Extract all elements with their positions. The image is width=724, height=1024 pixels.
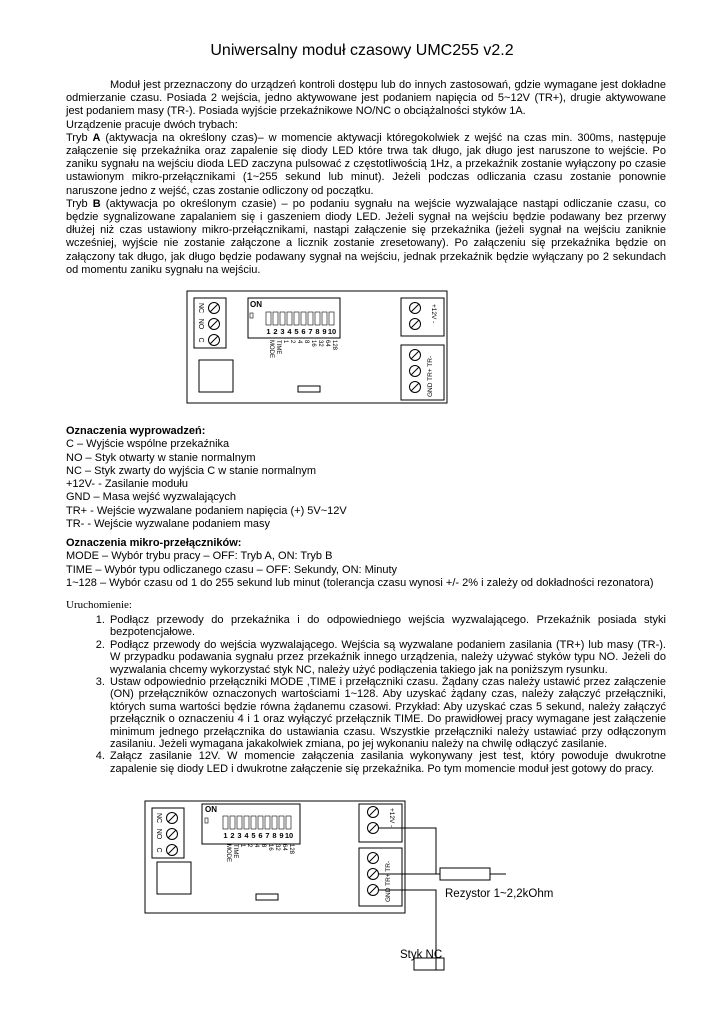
board-diagram	[186, 290, 448, 405]
terminal-label-no: NO	[197, 318, 204, 330]
terminal-legend-item: TR- - Wejście wyzwalane podaniem masy	[66, 518, 270, 531]
left-screw-icons	[209, 303, 220, 346]
power-screw-icons	[368, 807, 379, 834]
switch-legend-heading: Oznaczenia mikro-przełączników:	[66, 537, 242, 549]
terminal-label-c: C	[155, 847, 162, 853]
switch-number-4: 4	[287, 327, 292, 336]
dip-switches	[223, 816, 291, 829]
switch-function-2: 2	[246, 844, 252, 848]
startup-label: Uruchomienie:	[66, 599, 132, 611]
led-component	[256, 894, 278, 900]
terminal-legend	[66, 425, 676, 531]
dip-switches	[266, 312, 334, 325]
terminal-label-c: C	[197, 337, 204, 343]
startup-step: 1. Podłącz przewody do przekaźnika i do odpowiedniego wejścia wyzwalającego. Przekaźnik posiada styki bezpotencjałowe.	[108, 614, 666, 639]
switch-number-8: 8	[272, 831, 277, 840]
on-label: ON	[250, 300, 262, 309]
startup-step: 4. Załącz zasilanie 12V. W momencie załączenia zasilania wykonywany jest test, który powoduje dwukrotne zapalenie się diody LED i dwukrotne załączenie się przekaźnika. Po tym momencie moduł jest gotowy do pracy.	[108, 750, 666, 775]
mode-b-prefix: Tryb	[66, 197, 93, 210]
switch-function-64: 64	[324, 340, 330, 347]
contact-label: Styk NC	[400, 949, 443, 961]
switch-function-4: 4	[253, 844, 259, 848]
terminal-label-nc: NC	[197, 302, 204, 314]
switch-number-8: 8	[315, 327, 320, 336]
left-screw-icons	[167, 813, 178, 856]
switch-number-5: 5	[251, 831, 256, 840]
power-screw-icons	[410, 303, 421, 330]
input-terminal-block	[359, 848, 402, 906]
terminal-label-nc: NC	[155, 812, 162, 824]
power-label: +12V -	[430, 304, 437, 324]
switch-legend	[66, 537, 676, 590]
terminal-legend-item: C – Wyjście wspólne przekaźnika	[66, 438, 230, 451]
switch-function-128: 128	[288, 844, 294, 855]
input-label: GND TR+ TR-	[385, 860, 392, 902]
switch-number-2: 2	[230, 831, 235, 840]
switch-number-3: 3	[237, 831, 242, 840]
switch-function-4: 4	[296, 340, 302, 344]
switch-function-16: 16	[267, 844, 273, 851]
mode-a-paragraph	[66, 132, 666, 198]
switch-number-7: 7	[308, 327, 313, 336]
startup-step: 2. Podłącz przewody do wejścia wyzwalającego. Wejścia są wyzwalane podaniem zasilania (TR+) lub masy (TR-). W przypadku podawania sygnału przez przekaźnik innego urządzenia, należy używać styków typu NO. Jeżeli do wyzwalania chcemy wykorzystać styk NC, należy użyć podłączenia takiego jak na poniższym rysunku.	[108, 639, 666, 676]
power-label: +12V -	[388, 808, 395, 828]
switch-legend-item: TIME – Wybór typu odliczanego czasu – OFF: Sekundy, ON: Minuty	[66, 563, 398, 576]
input-terminal-block	[401, 345, 444, 400]
mode-b-letter: B	[92, 197, 101, 210]
modes-intro: Urządzenie pracuje dwóch trybach:	[66, 118, 238, 131]
intro-section	[66, 79, 666, 277]
startup-steps	[66, 614, 666, 775]
terminal-label-no: NO	[155, 828, 162, 840]
input-screw-icons	[368, 853, 379, 896]
switch-function-mode: MODE	[225, 844, 231, 862]
switch-number-9: 9	[322, 327, 327, 336]
switch-function-2: 2	[289, 340, 295, 344]
intro-paragraph: Moduł jest przeznaczony do urządzeń kontroli dostępu lub do innych zastosowań, gdzie wymagane jest dokładne odmierzanie czasu. Posiada 2 wejścia, jedno aktywowane jest podaniem napięcia od 5~12V (TR+), drugie aktywowane jest podaniem masy (TR-). Posiada wyjście przekaźnikowe NO/NC o obciążalności styków 1A.	[66, 79, 666, 118]
mode-a-text: (aktywacja na określony czas)– w momencie aktywacji któregokolwiek z wejść na czas min. 300ms, następuje załączenie się przekaźnika oraz zapalenie się diody LED które trwa tak długo, jak długo jest naruszone to wejście. Po zaniku sygnału na wejściu dioda LED zaczyna pulsować z częstotliwością 1Hz, a przekaźnik zostanie wyłączony po czasie ustawionym mikro-przełącznikami (1~255 sekund lub minut). Jeżeli podczas odliczania czasu zostanie ponownie naruszone jedno z wejść, czas zostanie odliczony od początku.	[66, 131, 667, 197]
startup-step: 3. Ustaw odpowiednio przełączniki MODE ,TIME i przełączniki czasu. Żądany czas należy ustawić przez załączenie (ON) przełączników oznaczonych wartościami 1~128. Aby uzyskać żądany czas, należy załączyć przełączniki, których suma wartości będzie równa żądanemu czasowi. Przykład: Aby uzyskać czas 5 sekund, należy załączyć przełącznik o oznaczeniu 4 i 1 oraz wyłączyć przełącznik TIME. Do prawidłowej pracy wymagane jest załączenie minimum jednego przełącznika do ustawiania czasu. Wszystkie przełączniki należy ustawiać przy odłączonym zasilaniu. Jeżeli wymagana jakakolwiek zmiana, po jej wykonaniu należy na chwilę odłączyć zasilanie.	[108, 676, 666, 750]
resistor-label: Rezystor 1~2,2kOhm	[445, 888, 554, 900]
switch-function-time: TIME	[275, 340, 281, 355]
switch-function-32: 32	[274, 844, 280, 851]
switch-function-time: TIME	[232, 844, 238, 859]
switch-function-8: 8	[303, 340, 309, 344]
switch-number-6: 6	[301, 327, 306, 336]
switch-legend-item: 1~128 – Wybór czasu od 1 do 255 sekund lub minut (tolerancja czasu wynosi +/- 2% i zależy od dokładności rezonatora)	[66, 576, 654, 589]
on-label: ON	[205, 805, 217, 814]
switch-number-10: 10	[327, 327, 337, 336]
led-component	[298, 386, 320, 392]
terminal-legend-item: GND – Masa wejść wyzwalających	[66, 491, 236, 504]
input-label: GND TR+ TR-	[427, 355, 434, 397]
switch-number-10: 10	[284, 831, 294, 840]
switch-function-128: 128	[331, 340, 337, 351]
switch-number-4: 4	[244, 831, 249, 840]
switch-function-1: 1	[282, 340, 288, 344]
page-title: Uniwersalny moduł czasowy UMC255 v2.2	[210, 42, 514, 59]
terminal-legend-item: +12V- - Zasilanie modułu	[66, 478, 188, 491]
on-indicator	[205, 818, 208, 823]
switch-number-2: 2	[273, 327, 278, 336]
switch-legend-item: MODE – Wybór trybu pracy – OFF: Tryb A, ON: Tryb B	[66, 550, 333, 563]
switch-function-mode: MODE	[268, 340, 274, 358]
switch-number-7: 7	[265, 831, 270, 840]
switch-number-3: 3	[280, 327, 285, 336]
terminal-legend-item: TR+ - Wejście wyzwalane podaniem napięcia (+) 5V~12V	[66, 504, 347, 517]
switch-number-1: 1	[266, 327, 271, 336]
terminal-legend-heading: Oznaczenia wyprowadzeń:	[66, 425, 206, 437]
mode-b-paragraph	[66, 198, 666, 277]
switch-function-32: 32	[317, 340, 323, 347]
switch-number-6: 6	[258, 831, 263, 840]
input-screw-icons	[410, 350, 421, 393]
switch-function-8: 8	[260, 844, 266, 848]
switch-number-1: 1	[223, 831, 228, 840]
mode-b-text: (aktywacja po określonym czasie) – po podaniu sygnału na wejście wyzwalające nastąpi odliczanie czasu, co będzie sygnalizowane zapalaniem się i gaszeniem diody LED. Jeżeli sygnał na wejściu będzie podawany bez przerwy dłużej niż czas ustawiony mikro-przełącznikami, nastąpi załączenie się przekaźnika (jeżeli sygnał na wejściu zaniknie wcześniej, wyjście nie zostanie załączone a licznik zostanie zresetowany). Po załączeniu się przekaźnika będzie on załączony tak długo, jak długo będzie podawany sygnał na wejściu, jednak przekaźnik będzie wyłączany po 2 sekundach od momentu zaniku sygnału na wejściu.	[66, 197, 666, 276]
terminal-legend-item: NC – Styk zwarty do wyjścia C w stanie normalnym	[66, 464, 317, 477]
relay-component	[199, 360, 233, 392]
relay-component	[157, 862, 191, 894]
switch-number-5: 5	[294, 327, 299, 336]
terminal-legend-item: NO – Styk otwarty w stanie normalnym	[66, 451, 256, 464]
on-indicator	[250, 313, 253, 318]
mode-a-letter: A	[92, 131, 101, 144]
mode-a-prefix: Tryb	[66, 131, 93, 144]
switch-number-9: 9	[279, 831, 284, 840]
wiring-diagram	[144, 800, 614, 978]
switch-function-64: 64	[281, 844, 287, 851]
switch-function-1: 1	[239, 844, 245, 848]
switch-function-16: 16	[310, 340, 316, 347]
